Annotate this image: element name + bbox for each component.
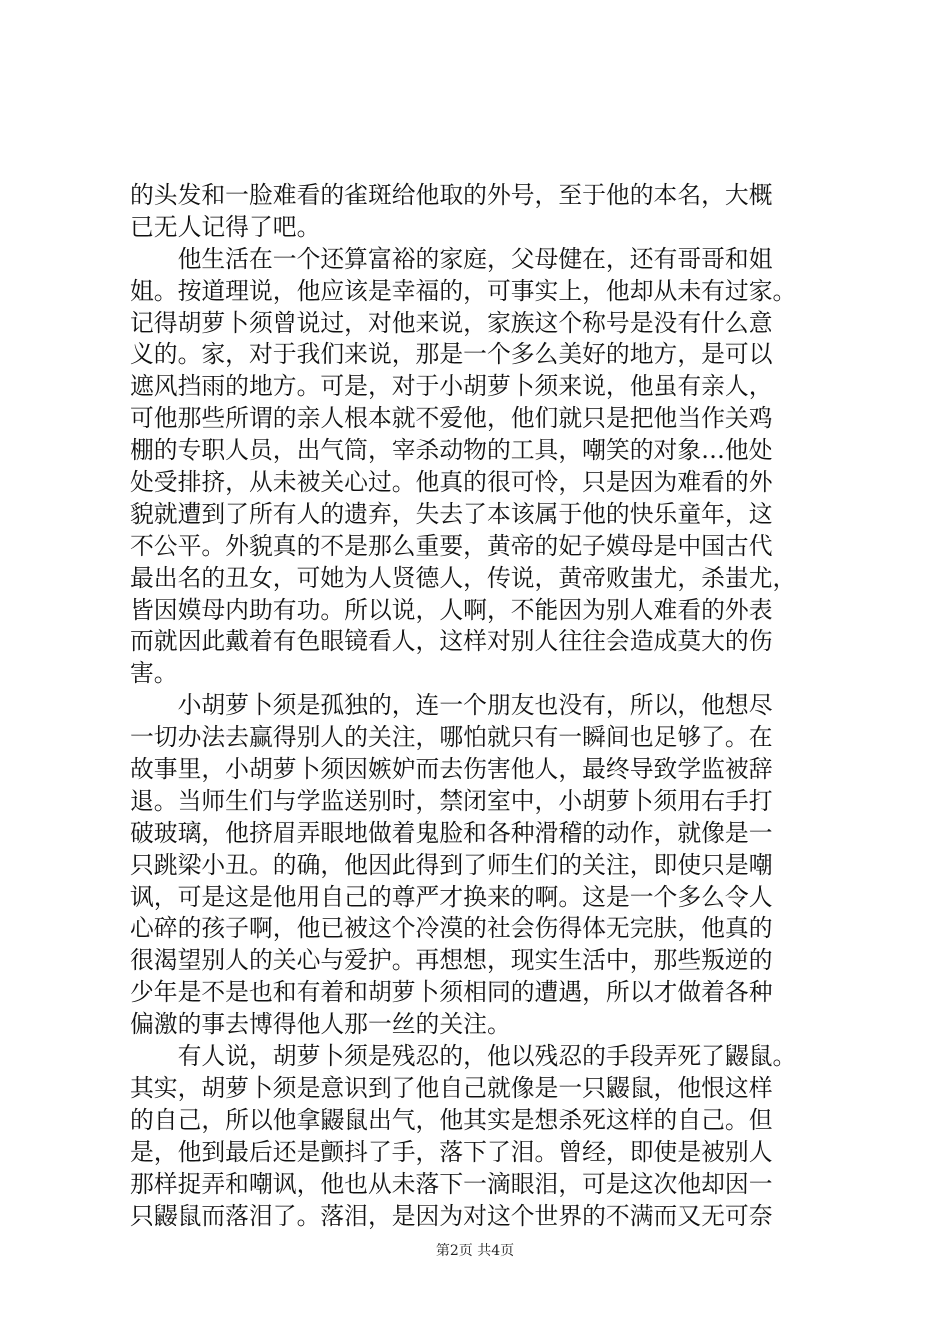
- text-line: 一切办法去赢得别人的关注，哪怕就只有一瞬间也足够了。在: [130, 723, 773, 752]
- text-line: 他生活在一个还算富裕的家庭，父母健在，还有哥哥和姐: [130, 244, 773, 273]
- text-line: 最出名的丑女，可她为人贤德人，传说，黄帝败蚩尤，杀蚩尤，: [130, 563, 797, 592]
- text-line: 只跳梁小丑。的确，他因此得到了师生们的关注，即使只是嘲: [130, 850, 773, 879]
- text-line: 是，他到最后还是颤抖了手，落下了泪。曾经，即使是被别人: [130, 1137, 773, 1166]
- text-line: 有人说，胡萝卜须是残忍的，他以残忍的手段弄死了鼹鼠。: [130, 1042, 797, 1071]
- text-line: 处受排挤，从未被关心过。他真的很可怜，只是因为难看的外: [130, 468, 773, 497]
- text-line: 害。: [130, 659, 178, 688]
- text-line: 遮风挡雨的地方。可是，对于小胡萝卜须来说，他虽有亲人，: [130, 372, 773, 401]
- text-line: 偏激的事去博得他人那一丝的关注。: [130, 1010, 511, 1039]
- text-line: 已无人记得了吧。: [130, 212, 321, 241]
- page-footer: [0, 1240, 950, 1260]
- text-line: 破玻璃，他挤眉弄眼地做着鬼脸和各种滑稽的动作，就像是一: [130, 818, 773, 847]
- text-line: 的头发和一脸难看的雀斑给他取的外号，至于他的本名，大概: [130, 181, 773, 209]
- text-line: 棚的专职人员，出气筒，宰杀动物的工具，嘲笑的对象…他处: [130, 436, 773, 465]
- text-line: 可他那些所谓的亲人根本就不爱他，他们就只是把他当作关鸡: [130, 404, 773, 433]
- text-line: 很渴望别人的关心与爱护。再想想，现实生活中，那些叛逆的: [130, 946, 773, 975]
- text-line: 其实，胡萝卜须是意识到了他自己就像是一只鼹鼠，他恨这样: [130, 1073, 773, 1102]
- text-line: 退。当师生们与学监送别时，禁闭室中，小胡萝卜须用右手打: [130, 786, 773, 815]
- text-line: 义的。家，对于我们来说，那是一个多么美好的地方，是可以: [130, 340, 773, 369]
- body-text: [130, 180, 830, 1232]
- text-line: 心碎的孩子啊，他已被这个冷漠的社会伤得体无完肤，他真的: [130, 914, 773, 943]
- text-line: 只鼹鼠而落泪了。落泪，是因为对这个世界的不满而又无可奈: [130, 1201, 773, 1230]
- text-line: 姐。按道理说，他应该是幸福的，可事实上，他却从未有过家。: [130, 276, 797, 305]
- text-line: 而就因此戴着有色眼镜看人，这样对别人往往会造成莫大的伤: [130, 627, 773, 656]
- text-line: 故事里，小胡萝卜须因嫉妒而去伤害他人，最终导致学监被辞: [130, 755, 773, 784]
- page-number-label: 第2页 共4页: [435, 1243, 515, 1259]
- text-line: 少年是不是也和有着和胡萝卜须相同的遭遇，所以才做着各种: [130, 978, 773, 1007]
- text-line: 小胡萝卜须是孤独的，连一个朋友也没有，所以，他想尽: [130, 691, 773, 720]
- text-line: 的自己，所以他拿鼹鼠出气，他其实是想杀死这样的自己。但: [130, 1105, 773, 1134]
- text-line: 皆因嫫母内助有功。所以说，人啊，不能因为别人难看的外表: [130, 595, 773, 624]
- text-line: 记得胡萝卜须曾说过，对他来说，家族这个称号是没有什么意: [130, 308, 773, 337]
- text-line: 不公平。外貌真的不是那么重要，黄帝的妃子嫫母是中国古代: [130, 531, 773, 560]
- text-line: 那样捉弄和嘲讽，他也从未落下一滴眼泪，可是这次他却因一: [130, 1169, 773, 1198]
- text-line: 貌就遭到了所有人的遗弃，失去了本该属于他的快乐童年，这: [130, 499, 773, 528]
- text-line: 讽，可是这是他用自己的尊严才换来的啊。这是一个多么令人: [130, 882, 773, 911]
